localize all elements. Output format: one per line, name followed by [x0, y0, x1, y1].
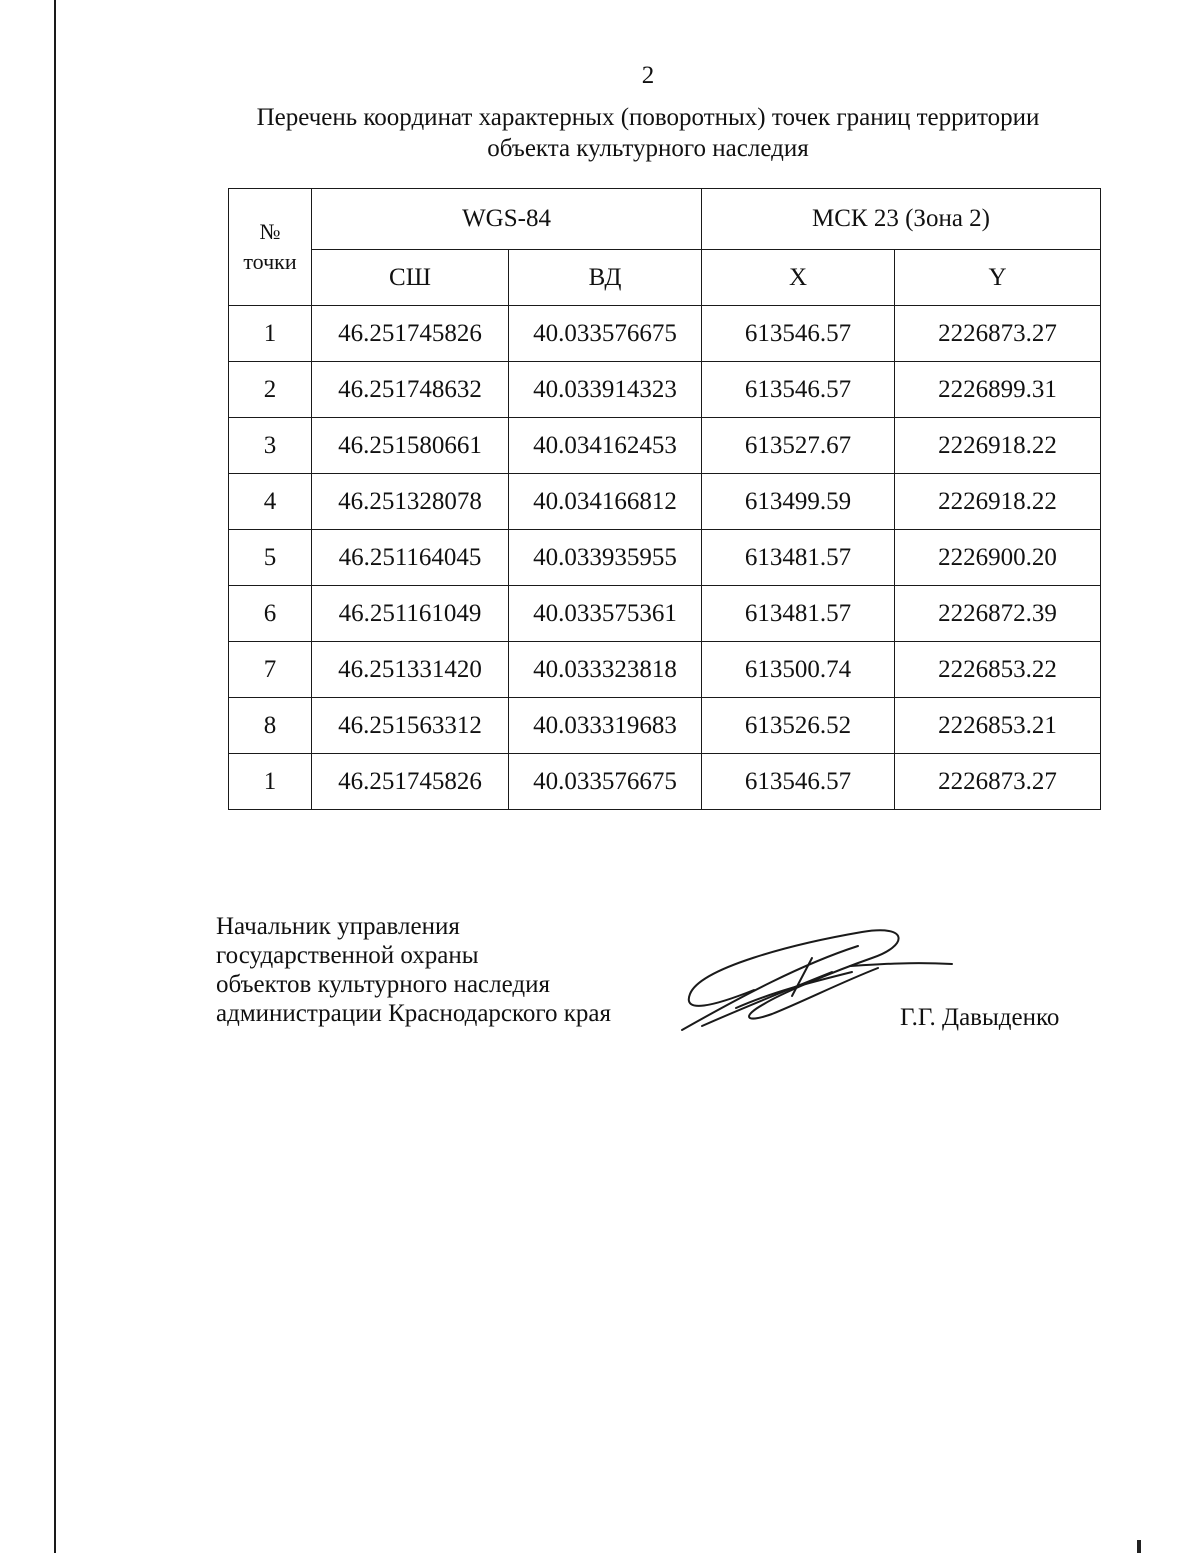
point-number-cell: 2	[229, 362, 312, 418]
y-cell: 2226872.39	[895, 586, 1101, 642]
longitude-cell: 40.033576675	[509, 306, 702, 362]
x-cell: 613499.59	[702, 474, 895, 530]
latitude-cell: 46.251580661	[312, 418, 509, 474]
point-number-header-line-2: точки	[243, 249, 297, 274]
latitude-cell: 46.251748632	[312, 362, 509, 418]
msk23-group-header: МСК 23 (Зона 2)	[702, 189, 1101, 250]
x-cell: 613546.57	[702, 306, 895, 362]
x-column-header: X	[702, 250, 895, 306]
table-row	[229, 362, 1101, 418]
longitude-cell: 40.033575361	[509, 586, 702, 642]
point-number-cell: 8	[229, 698, 312, 754]
corner-mark	[1137, 1540, 1141, 1553]
longitude-cell: 40.033576675	[509, 754, 702, 810]
latitude-cell: 46.251164045	[312, 530, 509, 586]
y-column-header: Y	[895, 250, 1101, 306]
x-cell: 613546.57	[702, 754, 895, 810]
point-number-cell: 5	[229, 530, 312, 586]
signatory-line-2: государственной охраны	[216, 942, 479, 969]
longitude-cell: 40.033914323	[509, 362, 702, 418]
table-row	[229, 530, 1101, 586]
y-cell: 2226918.22	[895, 418, 1101, 474]
point-number-header-line-1: №	[259, 219, 281, 244]
point-number-cell: 1	[229, 754, 312, 810]
point-number-cell: 4	[229, 474, 312, 530]
y-cell: 2226900.20	[895, 530, 1101, 586]
latitude-cell: 46.251563312	[312, 698, 509, 754]
table-row	[229, 418, 1101, 474]
latitude-cell: 46.251161049	[312, 586, 509, 642]
point-number-cell: 1	[229, 306, 312, 362]
y-cell: 2226873.27	[895, 306, 1101, 362]
signatory-line-4: администрации Краснодарского края	[216, 1000, 612, 1027]
latitude-cell: 46.251328078	[312, 474, 509, 530]
table-row	[229, 698, 1101, 754]
table-row	[229, 306, 1101, 362]
point-number-cell: 7	[229, 642, 312, 698]
longitude-cell: 40.033319683	[509, 698, 702, 754]
table-row	[229, 642, 1101, 698]
table-row	[229, 474, 1101, 530]
longitude-column-header: ВД	[509, 250, 702, 306]
point-number-cell: 3	[229, 418, 312, 474]
latitude-cell: 46.251745826	[312, 306, 509, 362]
table-header-row-columns	[229, 250, 1101, 306]
coordinates-table	[228, 188, 1101, 810]
x-cell: 613546.57	[702, 362, 895, 418]
wgs84-group-header: WGS-84	[312, 189, 702, 250]
page-left-edge-line	[54, 0, 56, 1553]
x-cell: 613526.52	[702, 698, 895, 754]
latitude-column-header: СШ	[312, 250, 509, 306]
longitude-cell: 40.034162453	[509, 418, 702, 474]
page-number: 2	[641, 62, 655, 89]
longitude-cell: 40.034166812	[509, 474, 702, 530]
point-number-cell: 6	[229, 586, 312, 642]
y-cell: 2226853.22	[895, 642, 1101, 698]
longitude-cell: 40.033935955	[509, 530, 702, 586]
x-cell: 613481.57	[702, 586, 895, 642]
latitude-cell: 46.251745826	[312, 754, 509, 810]
title-line-2: объекта культурного наследия	[487, 135, 809, 162]
table-row	[229, 754, 1101, 810]
x-cell: 613500.74	[702, 642, 895, 698]
point-number-header	[229, 189, 312, 306]
table-row	[229, 586, 1101, 642]
longitude-cell: 40.033323818	[509, 642, 702, 698]
table-header-row-groups	[229, 189, 1101, 250]
x-cell: 613481.57	[702, 530, 895, 586]
y-cell: 2226853.21	[895, 698, 1101, 754]
title-line-1: Перечень координат характерных (поворотных) точек границ территории	[256, 104, 1040, 131]
signer-name: Г.Г. Давыденко	[900, 1004, 1060, 1031]
latitude-cell: 46.251331420	[312, 642, 509, 698]
x-cell: 613527.67	[702, 418, 895, 474]
y-cell: 2226918.22	[895, 474, 1101, 530]
signatory-line-3: объектов культурного наследия	[216, 971, 550, 998]
y-cell: 2226873.27	[895, 754, 1101, 810]
document-title	[200, 102, 1096, 164]
signatory-line-1: Начальник управления	[216, 913, 460, 940]
y-cell: 2226899.31	[895, 362, 1101, 418]
signatory-position	[216, 912, 611, 1028]
